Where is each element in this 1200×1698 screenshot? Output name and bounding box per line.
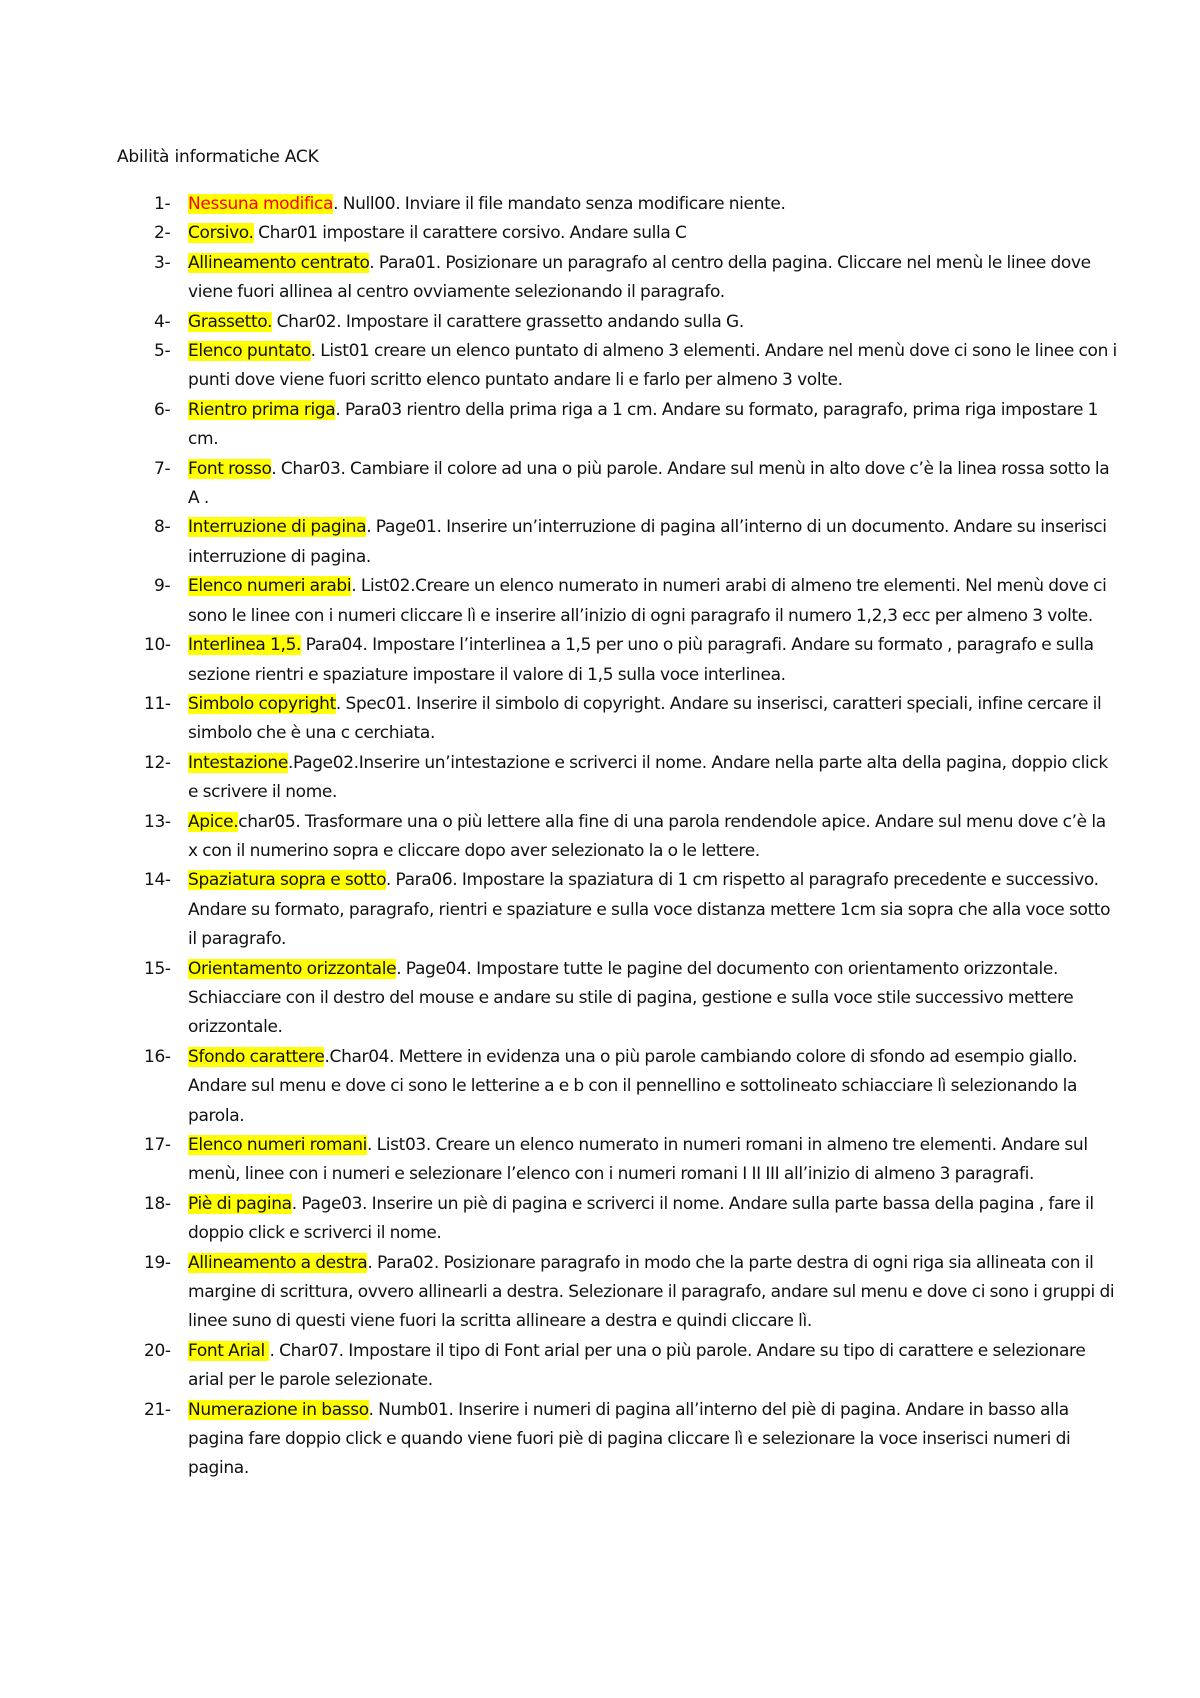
list-item-number: 12- [144,752,171,773]
list-item-number: 8- [154,517,171,538]
list-item-text: Para04. Impostare l’interlinea a 1,5 per uno o più paragrafi. Andare su formato , paragrafo e sulla sezione rientri e spaziature impostare il valore di 1,5 sulla voce interlinea. [188,635,1094,685]
list-item-number: 11- [144,693,171,714]
highlighted-label: Rientro prima riga [188,399,336,420]
list-item-text: Para06. Impostare la spaziatura di 1 cm rispetto al paragrafo precedente e successivo. Andare su formato, paragrafo, rientri e spaziature e sulla voce distanza mettere 1cm sia sopra che alla voce sotto il paragrafo. [188,870,1111,950]
label-separator: . [396,958,402,979]
label-separator: . [367,1252,373,1273]
list-item-text: char05. Trasformare una o più lettere alla fine di una parola rendendole apice. Andare sul menu dove c’è la x con il numerino sopra e cliccare dopo aver selezionato la o le lettere. [188,811,1106,861]
list-item [117,1131,1117,1190]
list-item-number: 10- [144,635,171,656]
list-item [117,337,1117,396]
list-item-text: Char07. Impostare il tipo di Font arial per una o più parole. Andare su tipo di carattere e selezionare arial per le parole selezionate. [188,1340,1086,1391]
list-item [117,396,1117,455]
highlighted-label: Intestazione [188,752,288,773]
highlighted-label: Orientamento orizzontale [188,958,397,979]
label-separator: . [351,576,357,597]
list-item-number: 6- [154,399,171,420]
highlighted-label: Numerazione in basso [188,1399,369,1420]
label-separator: . [269,1340,275,1361]
list-item-number: 19- [144,1252,171,1273]
list-item-text: List01 creare un elenco puntato di almeno 3 elementi. Andare nel menù dove ci sono le linee con i punti dove viene fuori scritto elenco puntato andare li e farlo per almeno 3 volte. [188,341,1117,391]
highlighted-label: Allineamento centrato [188,252,370,273]
list-item [117,866,1117,954]
label-separator: . [287,752,293,773]
highlighted-label: Nessuna modifica [188,194,334,214]
list-item [117,190,1117,219]
label-separator: . [291,1193,297,1214]
highlighted-label: Elenco puntato [188,341,311,362]
list-item [117,219,1117,248]
list-item [117,455,1117,514]
highlighted-label: Font Arial [188,1340,270,1361]
list-item [117,308,1117,337]
label-separator: . [333,194,339,214]
highlighted-label: Simbolo copyright [188,693,336,714]
highlighted-label: Piè di pagina [188,1193,292,1214]
list-item-text: Numb01. Inserire i numeri di pagina all’interno del piè di pagina. Andare in basso alla pagina fare doppio click e quando viene fuori piè di pagina cliccare lì e selezionare la voce inserisci numeri di pagina. [188,1399,1071,1479]
highlighted-label: Apice. [188,811,239,832]
list-item-number: 7- [154,458,171,479]
list-item [117,808,1117,867]
list-item [117,955,1117,1043]
list-item-text: List03. Creare un elenco numerato in numeri romani in almeno tre elementi. Andare sul menù, linee con i numeri e selezionare l’elenco con i numeri romani I II III all’inizio di almeno 3 paragrafi. [188,1135,1088,1185]
numbered-list [117,190,1117,1484]
highlighted-label: Corsivo. [188,223,254,244]
list-item-text: Char04. Mettere in evidenza una o più parole cambiando colore di sfondo ad esempio giallo. Andare sul menu e dove ci sono le letterine a e b con il pennellino e sottolineato schiacciare lì selezionando la parola. [188,1046,1078,1126]
list-item-text: Char02. Impostare il carattere grassetto andando sulla G. [272,311,744,332]
list-item-number: 17- [144,1135,171,1155]
list-item-text: Page03. Inserire un piè di pagina e scriverci il nome. Andare sulla parte bassa della pagina , fare il doppio click e scriverci il nome. [188,1193,1094,1244]
list-item-number: 20- [144,1340,171,1361]
list-item [117,749,1117,808]
label-separator: . [366,517,372,538]
label-separator: . [271,458,277,479]
highlighted-label: Interlinea 1,5. [188,635,302,656]
list-item [117,1337,1117,1396]
highlighted-label: Allineamento a destra [188,1252,368,1273]
list-item-text: Page02.Inserire un’intestazione e scriverci il nome. Andare nella parte alta della pagina, doppio click e scrivere il nome. [188,752,1108,803]
list-item-number: 18- [144,1193,171,1214]
list-item-number: 16- [144,1046,171,1067]
list-item-text: Null00. Inviare il file mandato senza modificare niente. [338,194,786,214]
list-item-number: 9- [154,576,171,597]
label-separator: . [335,693,341,714]
highlighted-label: Spaziatura sopra e sotto [188,870,386,891]
list-item-number: 1- [154,194,171,214]
list-item-text: Page01. Inserire un’interruzione di pagina all’interno di un documento. Andare su inserisci interruzione di pagina. [188,517,1107,567]
highlighted-label: Interruzione di pagina [188,517,367,538]
list-item-number: 14- [144,870,171,891]
highlighted-label: Elenco numeri arabi [188,576,352,597]
list-item [117,513,1117,572]
label-separator: . [385,870,391,891]
list-item [117,572,1117,631]
highlighted-label: Elenco numeri romani [188,1135,368,1155]
list-item [117,1043,1117,1131]
list-item [117,1249,1117,1337]
list-item-text: Para03 rientro della prima riga a 1 cm. Andare su formato, paragrafo, prima riga impostare 1 cm. [188,399,1099,450]
label-separator: . [310,341,316,362]
list-item-number: 4- [154,311,171,332]
highlighted-label: Grassetto. [188,311,273,332]
list-item-text: Char03. Cambiare il colore ad una o più parole. Andare sul menù in alto dove c’è la linea rossa sotto la A . [188,458,1110,509]
list-item-number: 13- [144,811,171,832]
list-item-number: 2- [154,223,171,244]
list-item-text: Spec01. Inserire il simbolo di copyright. Andare su inserisci, caratteri speciali, infine cercare il simbolo che è una c cerchiata. [188,693,1102,744]
list-item [117,690,1117,749]
list-item [117,249,1117,308]
label-separator: . [335,399,341,420]
list-item [117,1396,1117,1484]
list-item-number: 21- [144,1399,171,1420]
highlighted-label: Sfondo carattere [188,1046,325,1067]
list-item-number: 15- [144,958,171,979]
list-item-number: 3- [154,252,171,273]
list-item-number: 5- [154,341,171,362]
label-separator: . [367,1135,373,1155]
list-item-text: Char01 impostare il carattere corsivo. Andare sulla C [253,223,687,244]
list-item [117,631,1117,690]
list-item-text: Para01. Posizionare un paragrafo al centro della pagina. Cliccare nel menù le linee dove viene fuori allinea al centro ovviamente selezionando il paragrafo. [188,252,1091,303]
list-item [117,1190,1117,1249]
label-separator: . [324,1046,330,1067]
document-title: Abilità informatiche ACK [117,147,319,167]
label-separator: . [369,252,375,273]
highlighted-label: Font rosso [188,458,272,479]
label-separator: . [368,1399,374,1420]
list-item-text: Page04. Impostare tutte le pagine del documento con orientamento orizzontale. Schiacciare con il destro del mouse e andare su stile di pagina, gestione e sulla voce stile successivo mettere orizzontale. [188,958,1074,1038]
list-item-text: Para02. Posizionare paragrafo in modo che la parte destra di ogni riga sia allineata con il margine di scrittura, ovvero allinearli a destra. Selezionare il paragrafo, andare sul menu e dove ci sono i gruppi di linee suno di questi viene fuori la scritta allineare a destra e quindi cliccare lì. [188,1252,1115,1332]
list-item-text: List02.Creare un elenco numerato in numeri arabi di almeno tre elementi. Nel menù dove ci sono le linee con i numeri cliccare lì e inserire all’inizio di ogni paragrafo il numero 1,2,3 ecc per almeno 3 volte. [188,576,1107,626]
